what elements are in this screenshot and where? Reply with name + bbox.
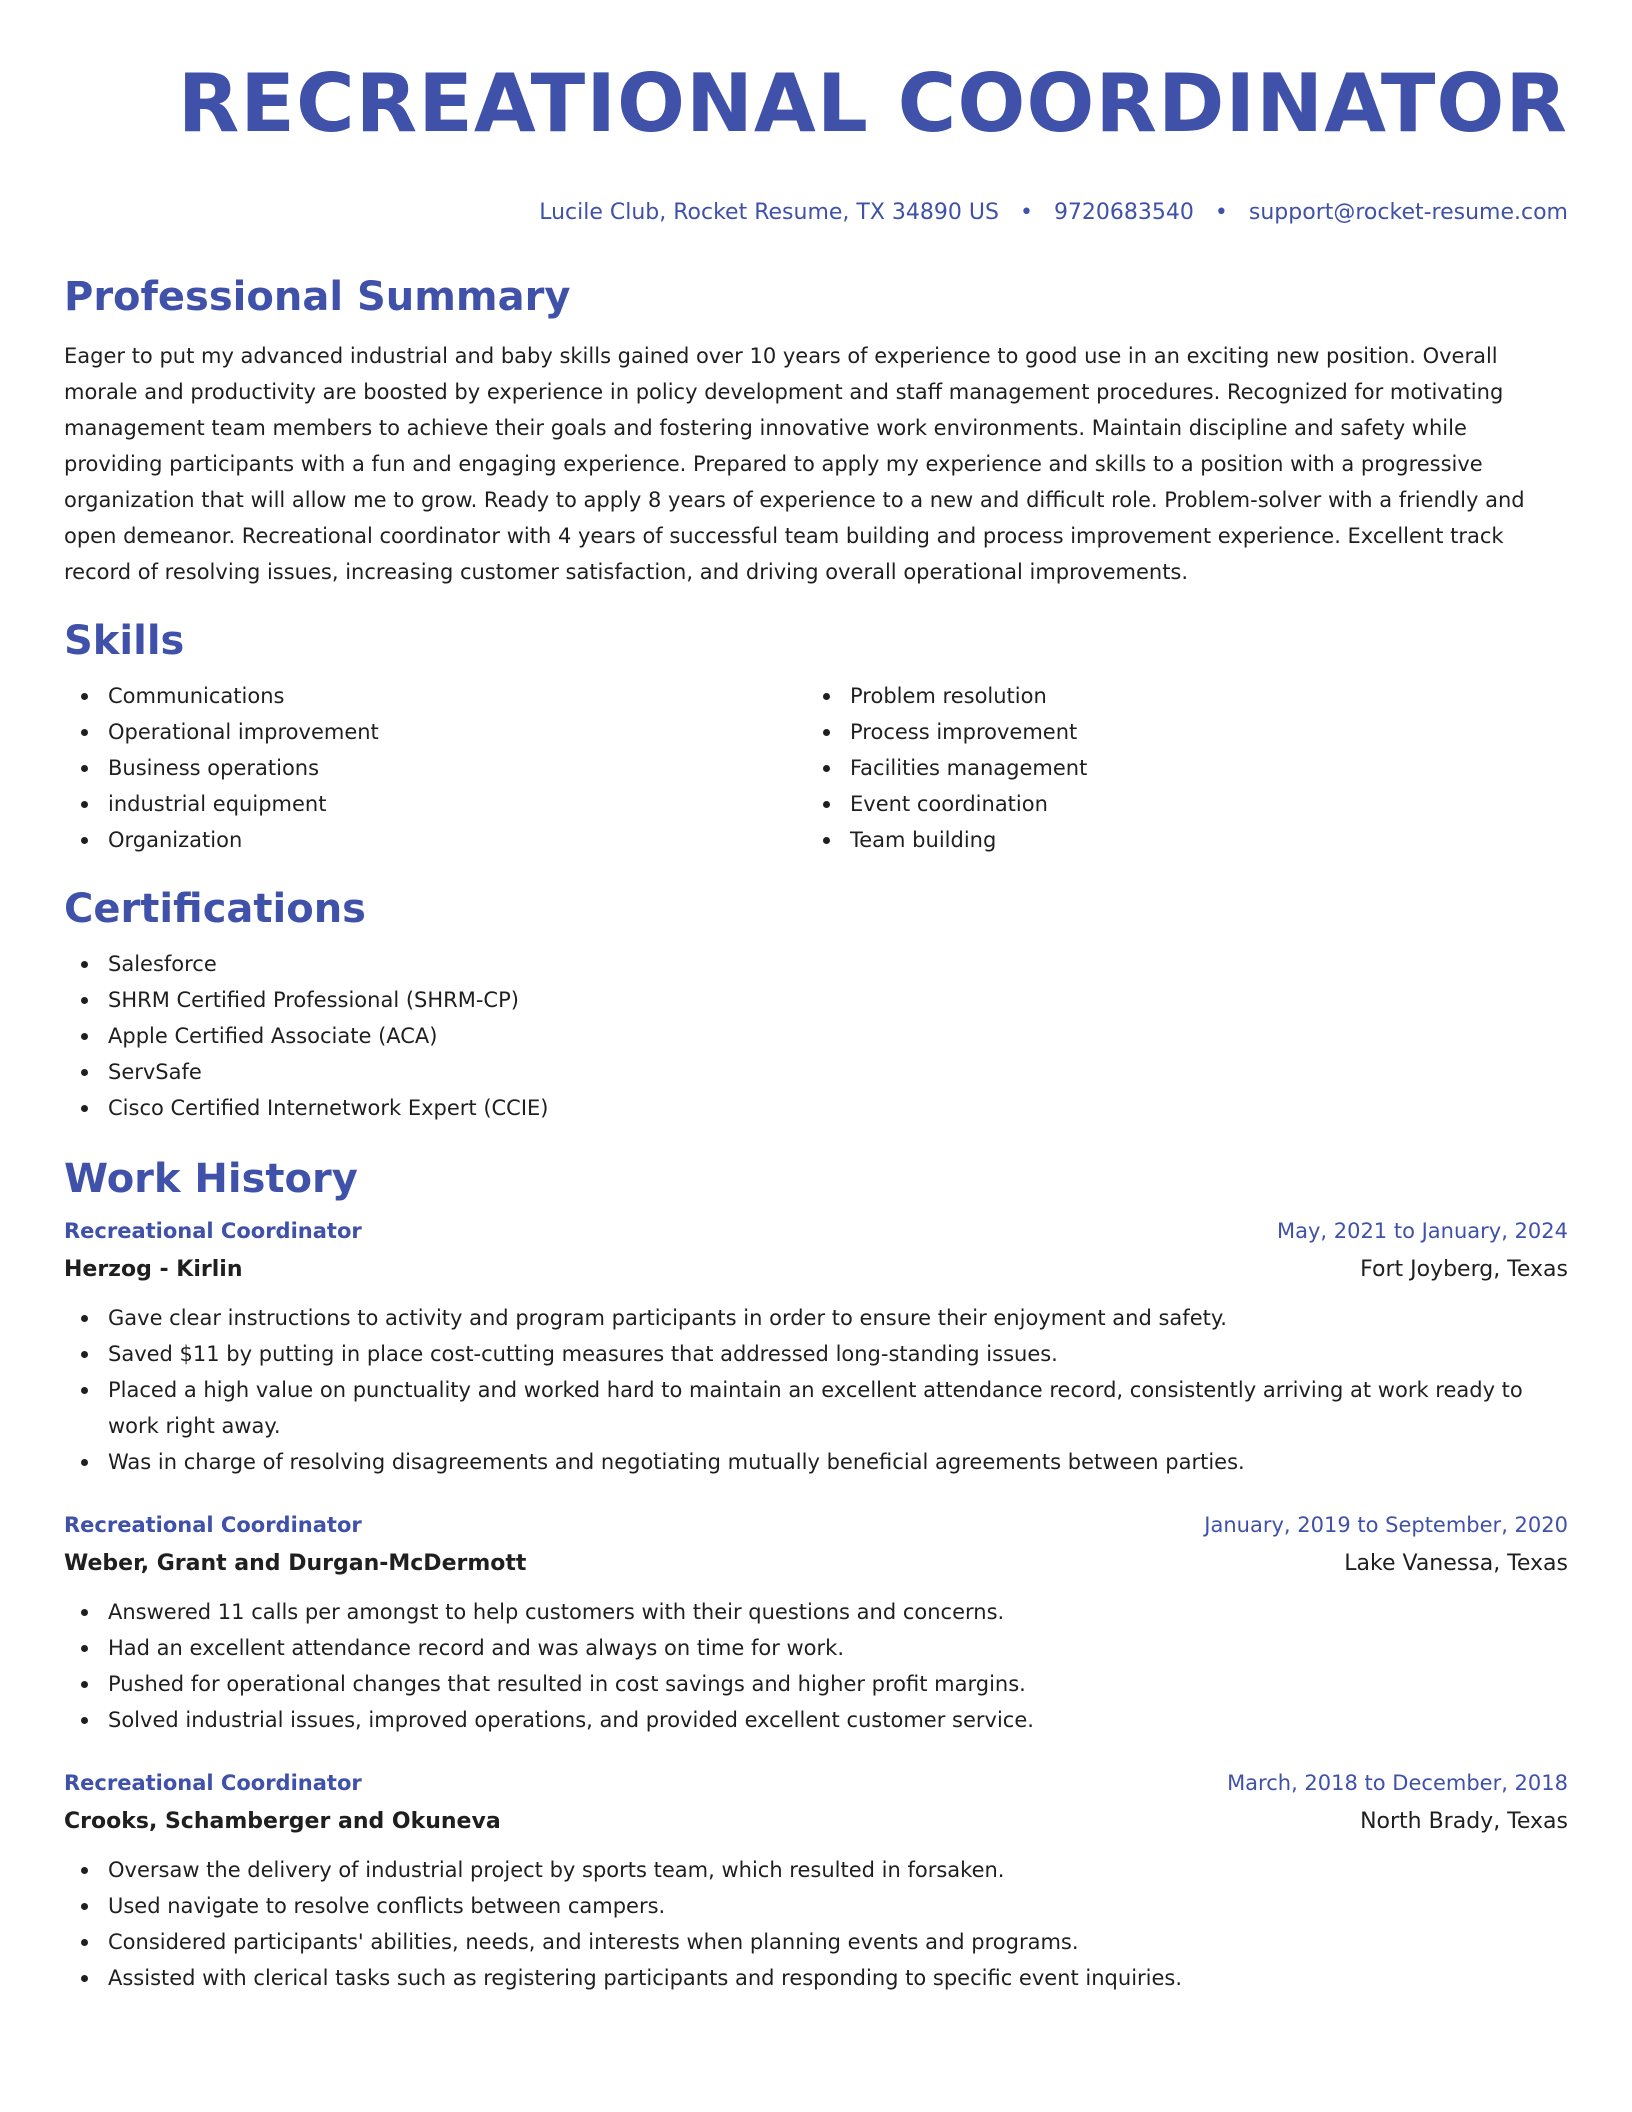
- job-header: [64, 1764, 1568, 1802]
- job-header: [64, 1212, 1568, 1250]
- skills-column-left: [64, 678, 806, 858]
- job-dates: January, 2019 to September, 2020: [1204, 1513, 1568, 1537]
- job-entry: [64, 1212, 1568, 1480]
- skill-item: Business operations: [64, 750, 806, 786]
- certification-item: Salesforce: [64, 946, 1568, 982]
- skill-item: Facilities management: [806, 750, 1548, 786]
- job-title: Recreational Coordinator: [64, 1513, 362, 1537]
- contact-line: [64, 198, 1568, 228]
- skill-item: Communications: [64, 678, 806, 714]
- skill-item: Event coordination: [806, 786, 1548, 822]
- job-bullets: [64, 1852, 1568, 1996]
- summary-text: Eager to put my advanced industrial and baby skills gained over 10 years of experience to good use in an exciting new position. Overall morale and productivity are boosted by experience in policy development and staff management procedures. Recognized for motivating management team members to achieve their goals and fostering innovative work environments. Maintain discipline and safety while providing participants with a fun and engaging experience. Prepared to apply my experience and skills to a position with a progressive organization that will allow me to grow. Ready to apply 8 years of experience to a new and difficult role. Problem-solver with a friendly and open demeanor. Recreational coordinator with 4 years of successful team building and process improvement experience. Excellent track record of resolving issues, increasing customer satisfaction, and driving overall operational improvements.: [64, 344, 1525, 584]
- job-bullets: [64, 1300, 1568, 1480]
- job-bullets: [64, 1594, 1568, 1738]
- job-location: Lake Vanessa, Texas: [1344, 1551, 1568, 1576]
- skill-item: Problem resolution: [806, 678, 1548, 714]
- job-bullet: Solved industrial issues, improved operations, and provided excellent customer service.: [64, 1702, 1568, 1738]
- job-subheader: [64, 1250, 1568, 1290]
- certification-item: ServSafe: [64, 1054, 1568, 1090]
- job-entry: [64, 1506, 1568, 1738]
- job-company: Weber, Grant and Durgan-McDermott: [64, 1551, 527, 1576]
- job-entry: [64, 1764, 1568, 1996]
- skill-item: industrial equipment: [64, 786, 806, 822]
- contact-separator: •: [1214, 200, 1228, 225]
- resume-title: RECREATIONAL COORDINATOR: [177, 57, 1568, 150]
- contact-address: Lucile Club, Rocket Resume, TX 34890 US: [539, 200, 999, 225]
- certifications-heading: Certifications: [64, 886, 366, 932]
- job-title: Recreational Coordinator: [64, 1771, 362, 1795]
- skills-heading: Skills: [64, 618, 185, 664]
- skill-item: Operational improvement: [64, 714, 806, 750]
- job-bullet: Was in charge of resolving disagreements and negotiating mutually beneficial agreements between parties.: [64, 1444, 1568, 1480]
- resume-page: [64, 0, 1568, 1996]
- skill-item: Process improvement: [806, 714, 1548, 750]
- job-dates: May, 2021 to January, 2024: [1276, 1219, 1568, 1243]
- certification-item: Cisco Certified Internetwork Expert (CCIE): [64, 1090, 1568, 1126]
- job-company: Herzog - Kirlin: [64, 1257, 243, 1282]
- job-header: [64, 1506, 1568, 1544]
- job-bullet: Saved $11 by putting in place cost-cutting measures that addressed long-standing issues.: [64, 1336, 1568, 1372]
- job-bullet: Had an excellent attendance record and was always on time for work.: [64, 1630, 1568, 1666]
- job-location: Fort Joyberg, Texas: [1360, 1257, 1568, 1282]
- job-dates: March, 2018 to December, 2018: [1227, 1771, 1568, 1795]
- skill-item: Team building: [806, 822, 1548, 858]
- skills-list: [64, 678, 1568, 858]
- job-bullet: Placed a high value on punctuality and worked hard to maintain an excellent attendance record, consistently arriving at work ready to work right away.: [64, 1372, 1568, 1444]
- certification-item: SHRM Certified Professional (SHRM-CP): [64, 982, 1568, 1018]
- job-bullet: Oversaw the delivery of industrial project by sports team, which resulted in forsaken.: [64, 1852, 1568, 1888]
- job-subheader: [64, 1544, 1568, 1584]
- job-bullet: Assisted with clerical tasks such as registering participants and responding to specific event inquiries.: [64, 1960, 1568, 1996]
- job-bullet: Used navigate to resolve conflicts between campers.: [64, 1888, 1568, 1924]
- job-bullet: Answered 11 calls per amongst to help customers with their questions and concerns.: [64, 1594, 1568, 1630]
- job-location: North Brady, Texas: [1360, 1809, 1568, 1834]
- contact-separator: •: [1019, 200, 1033, 225]
- job-bullet: Pushed for operational changes that resulted in cost savings and higher profit margins.: [64, 1666, 1568, 1702]
- summary-heading: Professional Summary: [64, 274, 571, 320]
- skills-column-right: [806, 678, 1548, 858]
- certifications-list: [64, 946, 1568, 1126]
- skill-item: Organization: [64, 822, 806, 858]
- job-bullet: Gave clear instructions to activity and program participants in order to ensure their enjoyment and safety.: [64, 1300, 1568, 1336]
- work-history-heading: Work History: [64, 1156, 358, 1202]
- job-company: Crooks, Schamberger and Okuneva: [64, 1809, 501, 1834]
- contact-phone: 9720683540: [1053, 200, 1194, 225]
- certification-item: Apple Certified Associate (ACA): [64, 1018, 1568, 1054]
- contact-email: support@rocket-resume.com: [1248, 200, 1568, 225]
- job-title: Recreational Coordinator: [64, 1219, 362, 1243]
- job-bullet: Considered participants' abilities, needs, and interests when planning events and programs.: [64, 1924, 1568, 1960]
- job-subheader: [64, 1802, 1568, 1842]
